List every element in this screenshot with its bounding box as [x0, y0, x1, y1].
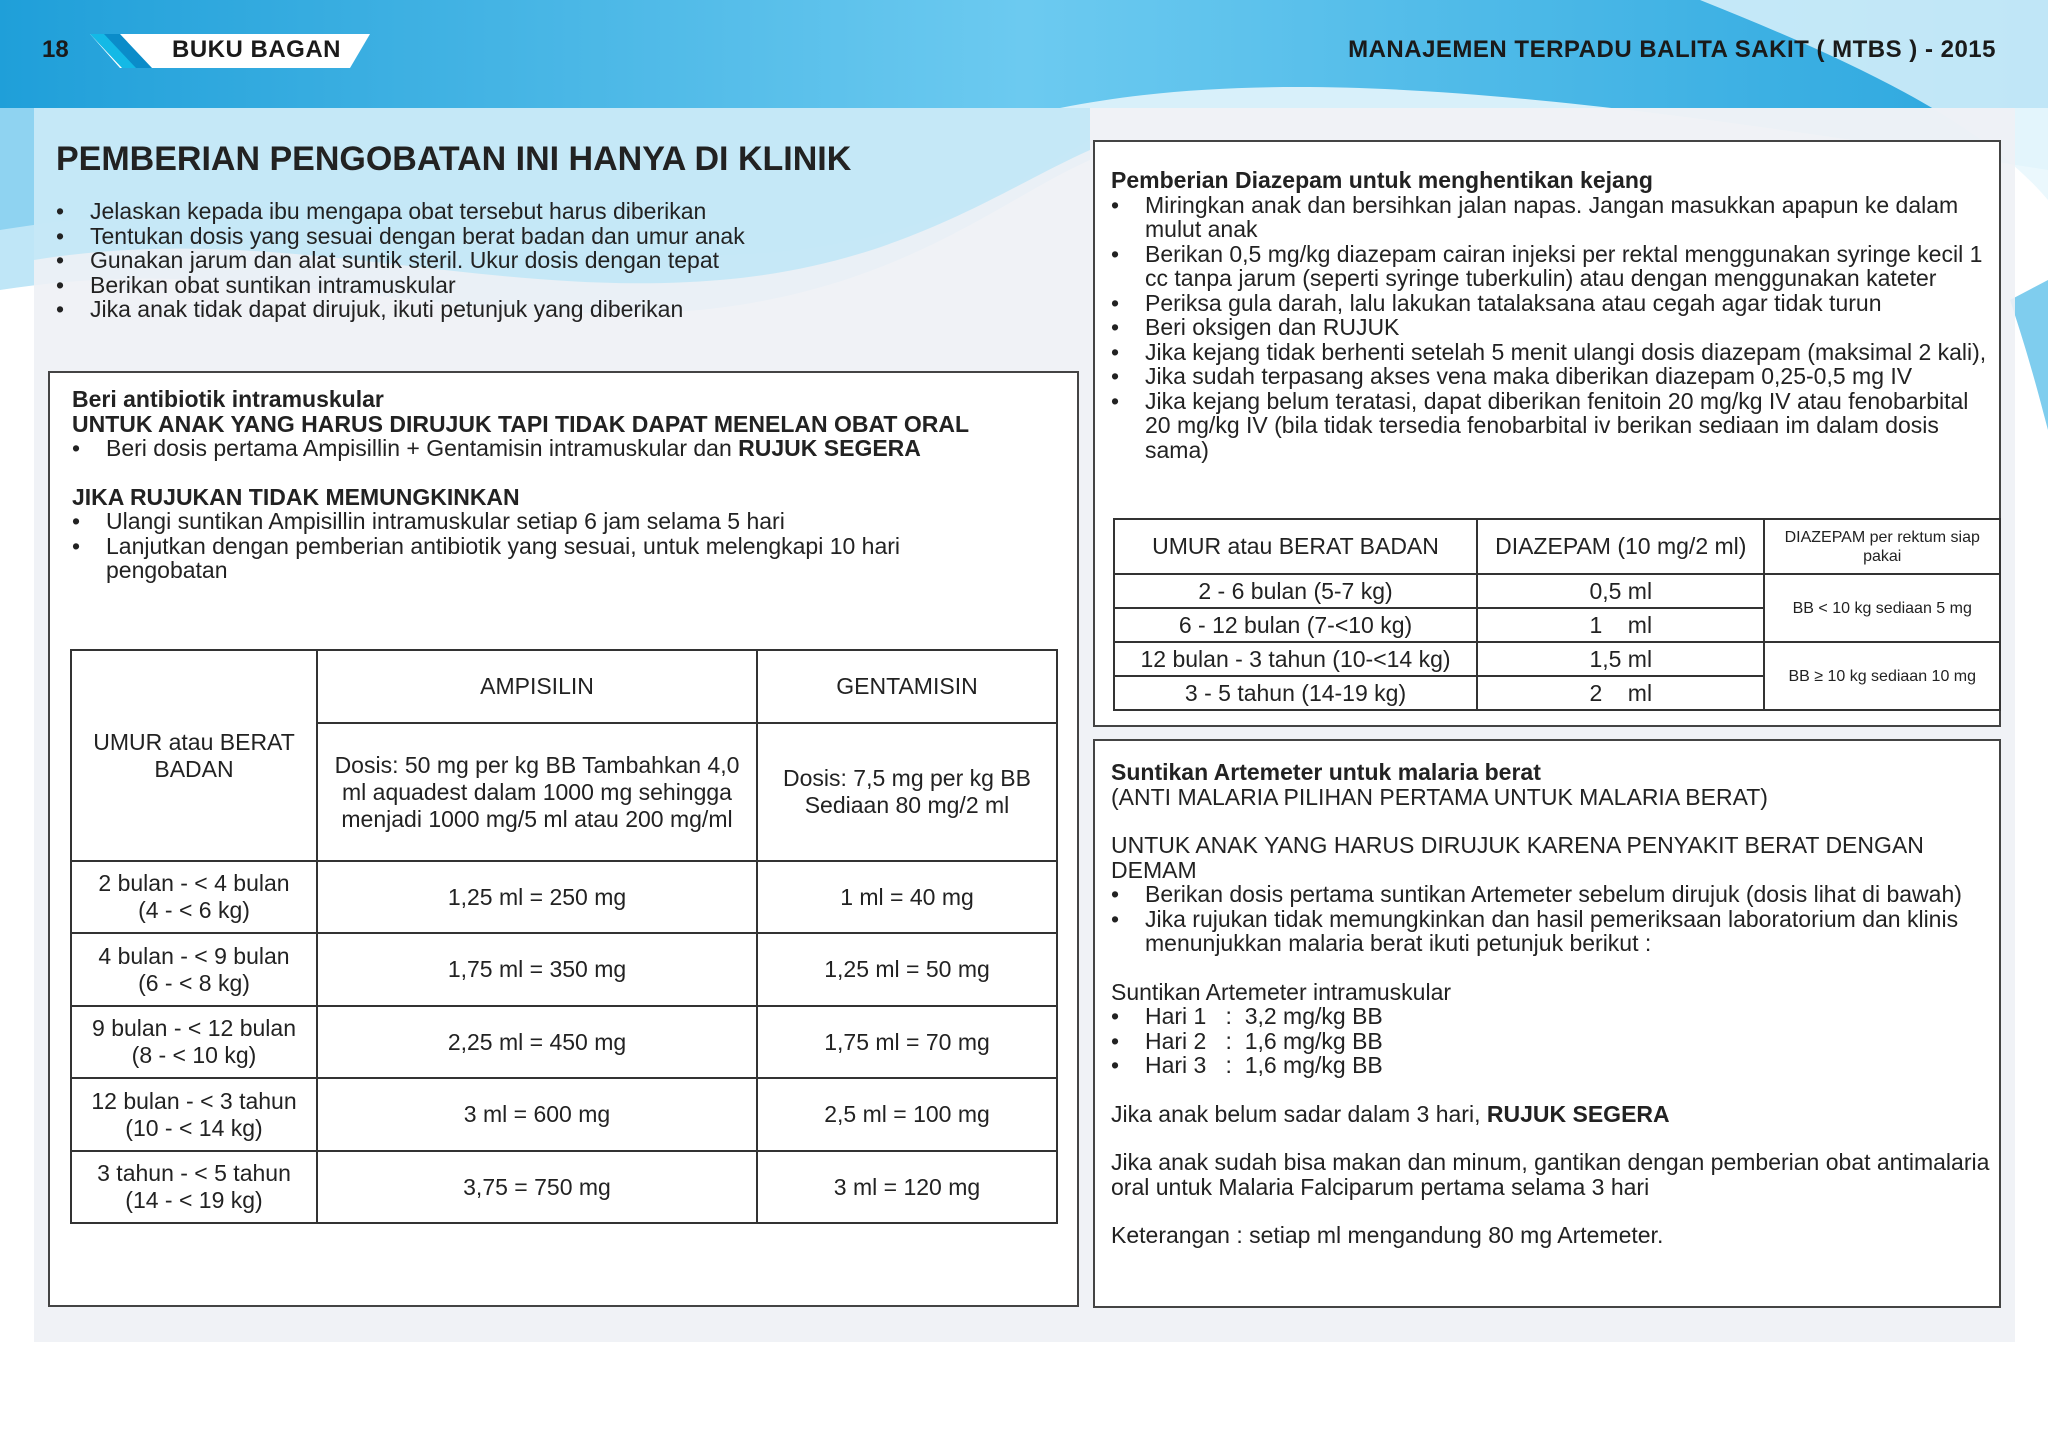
- header-diazepam: DIAZEPAM (10 mg/2 ml): [1477, 519, 1764, 574]
- list-item: • Jika sudah terpasang akses vena maka diberikan diazepam 0,25-0,5 mg IV: [1111, 364, 1991, 389]
- ampisilin-cell: 1,25 ml = 250 mg: [317, 861, 757, 933]
- table-row: [71, 1006, 1057, 1078]
- no-referral-list: [72, 509, 1052, 583]
- ampisilin-cell: 1,75 ml = 350 mg: [317, 933, 757, 1006]
- intro-list: [56, 199, 816, 322]
- rectal-large-cell: BB ≥ 10 kg sediaan 10 mg: [1764, 642, 2000, 710]
- ampisilin-dose-info: Dosis: 50 mg per kg BB Tambahkan 4,0 ml aquadest dalam 1000 mg sehingga menjadi 1000 mg/5 ml atau 200 mg/ml: [317, 723, 757, 861]
- age-cell: 3 - 5 tahun (14-19 kg): [1114, 676, 1477, 710]
- age-cell: 2 bulan - < 4 bulan (4 - < 6 kg): [71, 861, 317, 933]
- rectal-small-cell: BB < 10 kg sediaan 5 mg: [1764, 574, 2000, 642]
- table-row: [71, 933, 1057, 1006]
- list-item: • Hari 1 : 3,2 mg/kg BB: [1111, 1004, 1991, 1029]
- diazepam-section: [1093, 140, 2001, 727]
- list-item: • Periksa gula darah, lalu lakukan tatalaksana atau cegah agar tidak turun: [1111, 291, 1991, 316]
- age-cell: 4 bulan - < 9 bulan (6 - < 8 kg): [71, 933, 317, 1006]
- age-cell: 3 tahun - < 5 tahun (14 - < 19 kg): [71, 1151, 317, 1223]
- list-item: • Miringkan anak dan bersihkan jalan napas. Jangan masukkan apapun ke dalam mulut anak: [1111, 193, 1991, 242]
- artemeter-title: Suntikan Artemeter untuk malaria berat: [1111, 759, 1541, 785]
- header-age: UMUR atau BERAT BADAN: [1114, 519, 1477, 574]
- antibiotic-subtitle: UNTUK ANAK YANG HARUS DIRUJUK TAPI TIDAK DAPAT MENELAN OBAT ORAL: [72, 410, 969, 437]
- header-rectal: DIAZEPAM per rektum siap pakai: [1764, 519, 2000, 574]
- ampisilin-cell: 2,25 ml = 450 mg: [317, 1006, 757, 1078]
- bullet-text: Beri dosis pertama Ampisillin + Gentamisin intramuskular dan: [106, 435, 739, 461]
- list-item: • Lanjutkan dengan pemberian antibiotik yang sesuai, untuk melengkapi 10 hari pengobatan: [72, 534, 986, 583]
- list-item: [72, 436, 1052, 461]
- diazepam-table: [1113, 518, 2001, 711]
- table-row: [71, 1078, 1057, 1151]
- list-item: • Jelaskan kepada ibu mengapa obat tersebut harus diberikan: [56, 199, 816, 224]
- list-item: • Gunakan jarum dan alat suntik steril. Ukur dosis dengan tepat: [56, 248, 816, 273]
- document-title: MANAJEMEN TERPADU BALITA SAKIT ( MTBS ) - 2015: [1348, 36, 1996, 63]
- age-cell: 2 - 6 bulan (5-7 kg): [1114, 574, 1477, 608]
- book-label: BUKU BAGAN: [172, 36, 341, 63]
- list-item: • Hari 2 : 1,6 mg/kg BB: [1111, 1029, 1991, 1054]
- gentamisin-cell: 1,75 ml = 70 mg: [757, 1006, 1057, 1078]
- refer-title: UNTUK ANAK YANG HARUS DIRUJUK KARENA PENYAKIT BERAT DENGAN DEMAM: [1111, 832, 1924, 883]
- artemeter-section: [1093, 739, 2001, 1308]
- list-item: • Jika rujukan tidak memungkinkan dan hasil pemeriksaan laboratorium dan klinis menunjukkan malaria berat ikuti petunjuk berikut :: [1111, 907, 1991, 956]
- page-number: 18: [42, 36, 69, 63]
- list-item: • Jika kejang belum teratasi, dapat diberikan fenitoin 20 mg/kg IV atau fenobarbital 20 mg/kg IV (bila tidak tersedia fenobarbital iv berikan sediaan im dalam dosis sama): [1111, 389, 1991, 463]
- dose-cell: 1,5 ml: [1477, 642, 1764, 676]
- unconscious-note: Jika anak belum sadar dalam 3 hari, RUJUK SEGERA: [1111, 1100, 1670, 1127]
- antibiotic-table: [70, 649, 1058, 1224]
- gentamisin-cell: 2,5 ml = 100 mg: [757, 1078, 1057, 1151]
- list-item: • Berikan dosis pertama suntikan Artemeter sebelum dirujuk (dosis lihat di bawah): [1111, 882, 1991, 907]
- ampisilin-cell: 3 ml = 600 mg: [317, 1078, 757, 1151]
- refer-list: [1111, 882, 1991, 956]
- list-item: • Beri oksigen dan RUJUK: [1111, 315, 1991, 340]
- dose-cell: 0,5 ml: [1477, 574, 1764, 608]
- header-age: UMUR atau BERAT BADAN: [71, 650, 317, 861]
- antibiotic-title: Beri antibiotik intramuskular: [72, 386, 384, 412]
- header-ampisilin: AMPISILIN: [317, 650, 757, 723]
- list-item: • Berikan obat suntikan intramuskular: [56, 273, 816, 298]
- age-cell: 6 - 12 bulan (7-<10 kg): [1114, 608, 1477, 642]
- footnote: Keterangan : setiap ml mengandung 80 mg Artemeter.: [1111, 1222, 1664, 1248]
- no-referral-title: JIKA RUJUKAN TIDAK MEMUNGKINKAN: [72, 483, 520, 510]
- gentamisin-cell: 1 ml = 40 mg: [757, 861, 1057, 933]
- ampisilin-cell: 3,75 = 750 mg: [317, 1151, 757, 1223]
- gentamisin-cell: 1,25 ml = 50 mg: [757, 933, 1057, 1006]
- diazepam-list: [1111, 193, 1991, 463]
- list-item: • Berikan 0,5 mg/kg diazepam cairan injeksi per rektal menggunakan syringe kecil 1 cc tanpa jarum (seperti syringe tuberkulin) atau dengan menggunakan kateter: [1111, 242, 1991, 291]
- diazepam-title: Pemberian Diazepam untuk menghentikan kejang: [1111, 167, 1653, 193]
- table-row: [1114, 574, 2000, 608]
- list-item: • Tentukan dosis yang sesuai dengan berat badan dan umur anak: [56, 224, 816, 249]
- list-item: • Ulangi suntikan Ampisillin intramuskular setiap 6 jam selama 5 hari: [72, 509, 1052, 534]
- list-item: • Jika kejang tidak berhenti setelah 5 menit ulangi dosis diazepam (maksimal 2 kali),: [1111, 340, 1991, 365]
- oral-note: Jika anak sudah bisa makan dan minum, gantikan dengan pemberian obat antimalaria oral untuk Malaria Falciparum pertama selama 3 hari: [1111, 1149, 1990, 1200]
- list-item: • Jika anak tidak dapat dirujuk, ikuti petunjuk yang diberikan: [56, 297, 816, 322]
- age-cell: 9 bulan - < 12 bulan (8 - < 10 kg): [71, 1006, 317, 1078]
- dose-cell: 2 ml: [1477, 676, 1764, 710]
- dose-cell: 1 ml: [1477, 608, 1764, 642]
- header-gentamisin: GENTAMISIN: [757, 650, 1057, 723]
- age-cell: 12 bulan - 3 tahun (10-<14 kg): [1114, 642, 1477, 676]
- antibiotic-section: [48, 371, 1079, 1307]
- gentamisin-dose-info: Dosis: 7,5 mg per kg BB Sediaan 80 mg/2 ml: [757, 723, 1057, 861]
- page-title: PEMBERIAN PENGOBATAN INI HANYA DI KLINIK: [56, 140, 852, 178]
- artemeter-subtitle: (ANTI MALARIA PILIHAN PERTAMA UNTUK MALARIA BERAT): [1111, 783, 1768, 810]
- bullet-emphasis: RUJUK SEGERA: [738, 435, 921, 461]
- table-row: [1114, 642, 2000, 676]
- im-title: Suntikan Artemeter intramuskular: [1111, 978, 1452, 1005]
- days-list: [1111, 1004, 1991, 1078]
- table-row: [71, 861, 1057, 933]
- age-cell: 12 bulan - < 3 tahun (10 - < 14 kg): [71, 1078, 317, 1151]
- antibiotic-list: [72, 436, 1052, 461]
- gentamisin-cell: 3 ml = 120 mg: [757, 1151, 1057, 1223]
- list-item: • Hari 3 : 1,6 mg/kg BB: [1111, 1053, 1991, 1078]
- table-row: [71, 1151, 1057, 1223]
